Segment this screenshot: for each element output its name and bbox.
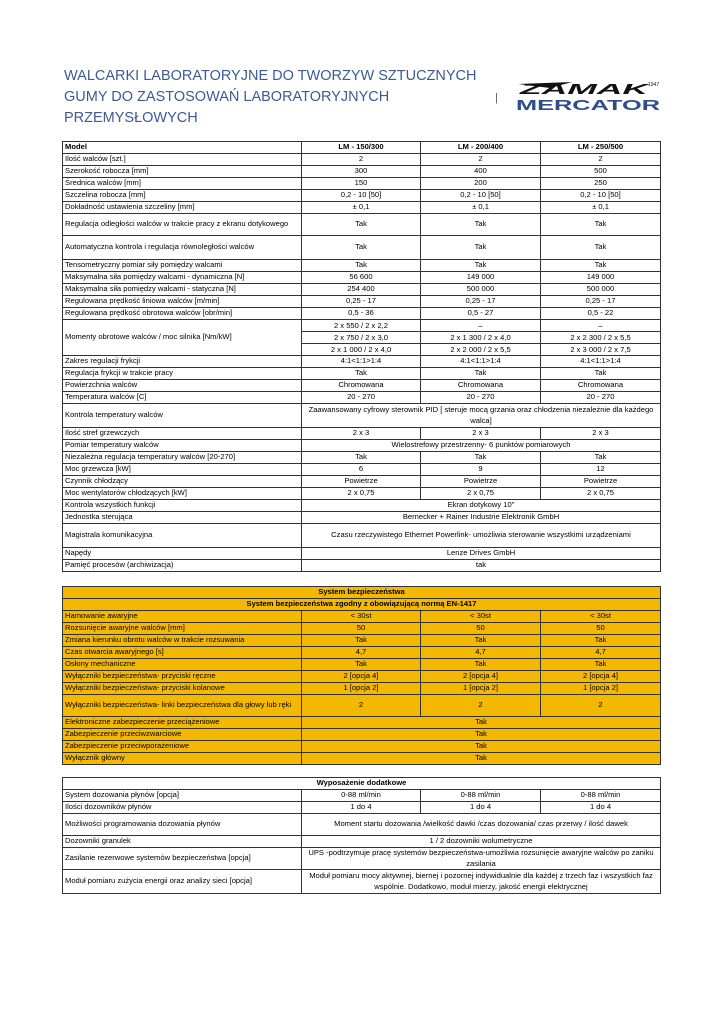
row-label: Hamowanie awaryjne	[63, 611, 302, 623]
row-value: < 30st	[302, 611, 421, 623]
row-label: Automatyczna kontrola i regulacja równoległości walców	[63, 236, 302, 260]
row-value: 2	[541, 695, 661, 717]
row-value: 2 [opcja 4]	[421, 671, 541, 683]
row-value: 4,7	[541, 647, 661, 659]
row-value: 0-88 ml/min	[541, 790, 661, 802]
row-value: 2 x 0,75	[541, 488, 661, 500]
logo-bottom-text: MERCATOR	[516, 97, 661, 112]
moment-value: –	[541, 320, 660, 332]
row-value: Tak	[421, 214, 541, 236]
row-value: 2 x 0,75	[302, 488, 421, 500]
row-value: Tak	[541, 214, 661, 236]
row-label: Szczelina robocza [mm]	[63, 190, 302, 202]
row-value-merged: Tak	[302, 717, 661, 729]
moment-value: 2 x 1 000 / 2 x 4,0	[330, 345, 392, 354]
row-value: Tak	[302, 214, 421, 236]
row-value: 250	[541, 178, 661, 190]
row-value: 50	[421, 623, 541, 635]
table-row	[63, 659, 661, 671]
row-value: 4:1<1:1>1:4	[421, 356, 541, 368]
header-model-name: LM - 150/300	[302, 142, 421, 154]
moment-value: –	[421, 320, 540, 332]
row-label: Zmiana kierunku obrotu walców w trakcie rozsuwania	[63, 635, 302, 647]
row-value: 0,5 - 22	[541, 308, 661, 320]
row-label: Regulacja odległości walców w trakcie pracy z ekranu dotykowego	[63, 214, 302, 236]
row-label: Ilości dozowników płynów	[63, 802, 302, 814]
table-row	[63, 635, 661, 647]
table-row	[63, 260, 661, 272]
row-value: < 30st	[541, 611, 661, 623]
row-label: Zasilanie rezerwowe systemów bezpieczeństwa [opcja]	[63, 848, 302, 870]
row-label: Regulacja frykcji w trakcie pracy	[63, 368, 302, 380]
table-row	[63, 683, 661, 695]
row-value: 1 [opcja 2]	[421, 683, 541, 695]
table-row	[63, 548, 661, 560]
row-value: 2	[302, 154, 421, 166]
row-label: Momenty obrotowe walców / moc silnika [Nm/kW]	[63, 320, 302, 356]
row-value: 254 400	[302, 284, 421, 296]
row-value: 50	[302, 623, 421, 635]
row-label: Dokładność ustawienia szczeliny [mm]	[63, 202, 302, 214]
row-value: 0,2 - 10 [50]	[302, 190, 421, 202]
table-row	[63, 190, 661, 202]
table-row	[63, 214, 661, 236]
table-row	[63, 296, 661, 308]
row-label: Maksymalna siła pomiędzy walcami - statyczna [N]	[63, 284, 302, 296]
row-value: 4:1<1:1>1:4	[541, 356, 661, 368]
table-row	[63, 236, 661, 260]
table-row	[63, 778, 661, 790]
row-value: 20 - 270	[421, 392, 541, 404]
row-label: Osłony mechaniczne	[63, 659, 302, 671]
row-value: 50	[541, 623, 661, 635]
table-row	[63, 814, 661, 836]
row-label: Kontrola wszystkich funkcji	[63, 500, 302, 512]
row-value: Tak	[302, 260, 421, 272]
row-value: 0,25 - 17	[302, 296, 421, 308]
spec-table	[62, 141, 661, 572]
row-value: 2 [opcja 4]	[541, 671, 661, 683]
row-value-merged: Tak	[302, 741, 661, 753]
row-value: 500 000	[421, 284, 541, 296]
moment-value: 2 x 750 / 2 x 3,0	[302, 332, 420, 344]
row-value: 9	[421, 464, 541, 476]
row-value: 1 [opcja 2]	[541, 683, 661, 695]
table-row	[63, 476, 661, 488]
row-value: 2 x 0,75	[421, 488, 541, 500]
table-row	[63, 623, 661, 635]
row-value: 0,5 - 36	[302, 308, 421, 320]
title-line-3: PRZEMYSŁOWYCH	[64, 110, 198, 126]
row-value: Tak	[421, 635, 541, 647]
table-row	[63, 464, 661, 476]
row-label: Średnica walców [mm]	[63, 178, 302, 190]
table-row	[63, 154, 661, 166]
row-label: Wyłączniki bezpieczeństwa- przyciski kolanowe	[63, 683, 302, 695]
safety-subtitle: System bezpieczeństwa zgodny z obowiązującą normą EN-1417	[63, 599, 661, 611]
row-value: 0,2 - 10 [50]	[421, 190, 541, 202]
row-value: Powietrze	[302, 476, 421, 488]
row-label: Jednostka sterująca	[63, 512, 302, 524]
moment-value: 2 x 2 300 / 2 x 5,5	[541, 332, 660, 344]
row-value-merged: tak	[302, 560, 661, 572]
table-row	[63, 308, 661, 320]
row-value: 200	[421, 178, 541, 190]
row-value: 6	[302, 464, 421, 476]
row-value-merged: Lenze Drives GmbH	[302, 548, 661, 560]
row-value: Chromowana	[541, 380, 661, 392]
row-label: Ilość walców [szt.]	[63, 154, 302, 166]
moment-value: 2 x 3 000 / 2 x 7,5	[570, 345, 631, 354]
table-row	[63, 380, 661, 392]
row-label: Powierzchnia walców	[63, 380, 302, 392]
extras-title: Wyposażenie dodatkowe	[63, 778, 661, 790]
row-value: 149 000	[421, 272, 541, 284]
row-value: 2	[302, 695, 421, 717]
table-row	[63, 428, 661, 440]
row-value-merged: UPS -podtrzymuje pracę systemów bezpieczeństwa-umożliwia rozsunięcie awaryjne walców po zaniku zasilania	[302, 848, 661, 870]
row-value: < 30st	[421, 611, 541, 623]
row-label: Moc grzewcza [kW]	[63, 464, 302, 476]
table-row	[63, 671, 661, 683]
row-value: Tak	[541, 452, 661, 464]
header-model: Model	[63, 142, 302, 154]
moment-value: 2 x 550 / 2 x 2,2	[302, 320, 420, 332]
table-row	[63, 142, 661, 154]
row-value: Tak	[302, 236, 421, 260]
table-row	[63, 500, 661, 512]
row-value: 4:1<1:1>1:4	[302, 356, 421, 368]
row-label: Wyłączniki bezpieczeństwa- przyciski ręczne	[63, 671, 302, 683]
row-value: Powietrze	[541, 476, 661, 488]
row-label: Dozowniki granulek	[63, 836, 302, 848]
row-value-merged: Ekran dotykowy 10"	[302, 500, 661, 512]
table-row	[63, 452, 661, 464]
row-label: Czas otwarcia awaryjnego [s]	[63, 647, 302, 659]
row-value-merged: Moduł pomiaru mocy aktywnej, biernej i pozornej indywidualnie dla każdej z trzech faz i wszystkich faz wspólnie. Dodatkowo, moduł mierzy, jakość energii elektrycznej	[302, 870, 661, 894]
row-value-merged: Tak	[302, 753, 661, 765]
table-row	[63, 392, 661, 404]
table-row	[63, 272, 661, 284]
table-row	[63, 753, 661, 765]
row-value: 2	[421, 695, 541, 717]
row-value: 0,25 - 17	[421, 296, 541, 308]
row-value: Tak	[541, 659, 661, 671]
row-value: 0-88 ml/min	[302, 790, 421, 802]
row-value: Tak	[302, 659, 421, 671]
row-label: Wyłącznik główny	[63, 753, 302, 765]
row-value: Powietrze	[421, 476, 541, 488]
table-row	[63, 717, 661, 729]
table-row	[63, 560, 661, 572]
row-value: Tak	[421, 452, 541, 464]
row-value: Tak	[541, 635, 661, 647]
table-row	[63, 356, 661, 368]
row-label: Zabezpieczenie przeciwzwarciowe	[63, 729, 302, 741]
table-row	[63, 587, 661, 599]
row-value: Tak	[541, 260, 661, 272]
row-value: 20 - 270	[302, 392, 421, 404]
row-value: 500	[541, 166, 661, 178]
table-row	[63, 404, 661, 428]
row-label: Pomiar temperatury walców	[63, 440, 302, 452]
table-row	[63, 284, 661, 296]
safety-table	[62, 586, 661, 765]
row-value: 2 [opcja 4]	[302, 671, 421, 683]
row-value: ± 0,1	[421, 202, 541, 214]
row-value: Tak	[302, 635, 421, 647]
table-row	[63, 790, 661, 802]
safety-title: System bezpieczeństwa	[63, 587, 661, 599]
row-value: Tak	[541, 368, 661, 380]
row-value: 4,7	[302, 647, 421, 659]
row-value: 149 000	[541, 272, 661, 284]
row-label: Możliwości programowania dozowania płynów	[63, 814, 302, 836]
table-row	[63, 695, 661, 717]
row-value: 0,5 - 27	[421, 308, 541, 320]
title-line-2: GUMY DO ZASTOSOWAŃ LABORATORYJNYCH	[64, 89, 390, 105]
row-label: Ilość stref grzewczych	[63, 428, 302, 440]
row-value: 2	[421, 154, 541, 166]
row-value: 12	[541, 464, 661, 476]
row-value: 400	[421, 166, 541, 178]
row-value: ± 0,1	[302, 202, 421, 214]
table-row	[63, 524, 661, 548]
row-label: Regulowana prędkość liniowa walców [m/min]	[63, 296, 302, 308]
row-value: 2 x 3	[302, 428, 421, 440]
row-value: 4,7	[421, 647, 541, 659]
row-value-merged: Moment startu dozowania /wielkość dawki /czas dozowania/ czas przerwy / ilość dawek	[302, 814, 661, 836]
row-value: 1 do 4	[421, 802, 541, 814]
row-value-merged: 1 / 2 dozowniki wolumetryczne	[302, 836, 661, 848]
row-label: Tensometryczny pomiar siły pomiędzy walcami	[63, 260, 302, 272]
title-line-1: WALCARKI LABORATORYJNE DO TWORZYW SZTUCZNYCH	[64, 68, 477, 84]
row-label: Magistrala komunikacyjna	[63, 524, 302, 548]
row-label: System dozowania płynów [opcja]	[63, 790, 302, 802]
table-row	[63, 166, 661, 178]
row-label: Kontrola temperatury walców	[63, 404, 302, 428]
row-value: 56 600	[302, 272, 421, 284]
table-row	[63, 647, 661, 659]
row-label: Maksymalna siła pomiędzy walcami - dynamiczna [N]	[63, 272, 302, 284]
row-value: 150	[302, 178, 421, 190]
row-value: Tak	[421, 236, 541, 260]
row-label: Czynnik chłodzący	[63, 476, 302, 488]
row-value: 0,25 - 17	[541, 296, 661, 308]
table-row	[63, 178, 661, 190]
row-value: 20 - 270	[541, 392, 661, 404]
row-label: Niezależna regulacja temperatury walców [20-270]	[63, 452, 302, 464]
row-label: Napędy	[63, 548, 302, 560]
table-row	[63, 741, 661, 753]
moment-value: 2 x 2 000 / 2 x 5,5	[450, 345, 511, 354]
table-row	[63, 368, 661, 380]
row-value: 1 do 4	[541, 802, 661, 814]
logo-top-text: ZAMAK	[517, 81, 651, 98]
table-row	[63, 320, 661, 356]
table-row	[63, 202, 661, 214]
table-row	[63, 512, 661, 524]
table-row	[63, 611, 661, 623]
row-value: Tak	[302, 368, 421, 380]
table-row	[63, 440, 661, 452]
zamak-mercator-logo	[514, 80, 662, 112]
header-model-name: LM - 250/500	[541, 142, 661, 154]
extras-table	[62, 777, 661, 894]
row-value: 1 [opcja 2]	[302, 683, 421, 695]
table-row	[63, 870, 661, 894]
row-value: 0-88 ml/min	[421, 790, 541, 802]
row-value-merged: Bernecker + Rainer Industrie Elektronik GmbH	[302, 512, 661, 524]
row-label: Elektroniczne zabezpieczenie przeciążeniowe	[63, 717, 302, 729]
row-value: 300	[302, 166, 421, 178]
row-value: Tak	[541, 236, 661, 260]
title-separator: |	[495, 92, 498, 104]
row-label: Zakres regulacji frykcji	[63, 356, 302, 368]
row-value-merged: Czasu rzeczywistego Ethernet Powerlink- umożliwia sterowanie wszystkimi urządzeniami	[302, 524, 661, 548]
row-value: Tak	[421, 260, 541, 272]
row-label: Szerokość robocza [mm]	[63, 166, 302, 178]
row-label: Moduł pomiaru zużycia energii oraz analizy sieci [opcja]	[63, 870, 302, 894]
row-value-merged: Wielostrefowy przestrzenny- 6 punktów pomiarowych	[302, 440, 661, 452]
row-label: Temperatura walców [C]	[63, 392, 302, 404]
row-value: 0,2 - 10 [50]	[541, 190, 661, 202]
row-value: Chromowana	[421, 380, 541, 392]
row-value: 2	[541, 154, 661, 166]
row-value: Tak	[421, 659, 541, 671]
header-model-name: LM - 200/400	[421, 142, 541, 154]
row-value: Chromowana	[302, 380, 421, 392]
table-row	[63, 836, 661, 848]
table-row	[63, 802, 661, 814]
moments-values	[541, 320, 661, 356]
table-row	[63, 729, 661, 741]
row-label: Zabezpieczenie przeciwporażeniowe	[63, 741, 302, 753]
row-value: Tak	[302, 452, 421, 464]
table-row	[63, 599, 661, 611]
moment-value: 2 x 1 300 / 2 x 4,0	[421, 332, 540, 344]
row-value: 2 x 3	[421, 428, 541, 440]
row-value-merged: Tak	[302, 729, 661, 741]
row-value: ± 0,1	[541, 202, 661, 214]
table-row	[63, 488, 661, 500]
table-row	[63, 848, 661, 870]
row-value: 2 x 3	[541, 428, 661, 440]
row-value: 1 do 4	[302, 802, 421, 814]
moments-values	[421, 320, 541, 356]
row-value: 500 000	[541, 284, 661, 296]
row-label: Rozsunięcie awaryjne walców [mm]	[63, 623, 302, 635]
row-value-merged: Zaawansowany cyfrowy sterownik PID [ steruje mocą grzania oraz chłodzenia niezależnie dla każdego walca]	[302, 404, 661, 428]
row-label: Regulowana prędkość obrotowa walców [obr/min]	[63, 308, 302, 320]
row-value: Tak	[421, 368, 541, 380]
row-label: Pamięć procesów (archiwizacja)	[63, 560, 302, 572]
moments-values	[302, 320, 421, 356]
logo-year-text: 1947	[648, 82, 660, 88]
page-title	[64, 66, 504, 129]
row-label: Wyłączniki bezpieczeństwa- linki bezpieczeństwa dla głowy lub ręki	[63, 695, 302, 717]
row-label: Moc wentylatorów chłodzących [kW]	[63, 488, 302, 500]
